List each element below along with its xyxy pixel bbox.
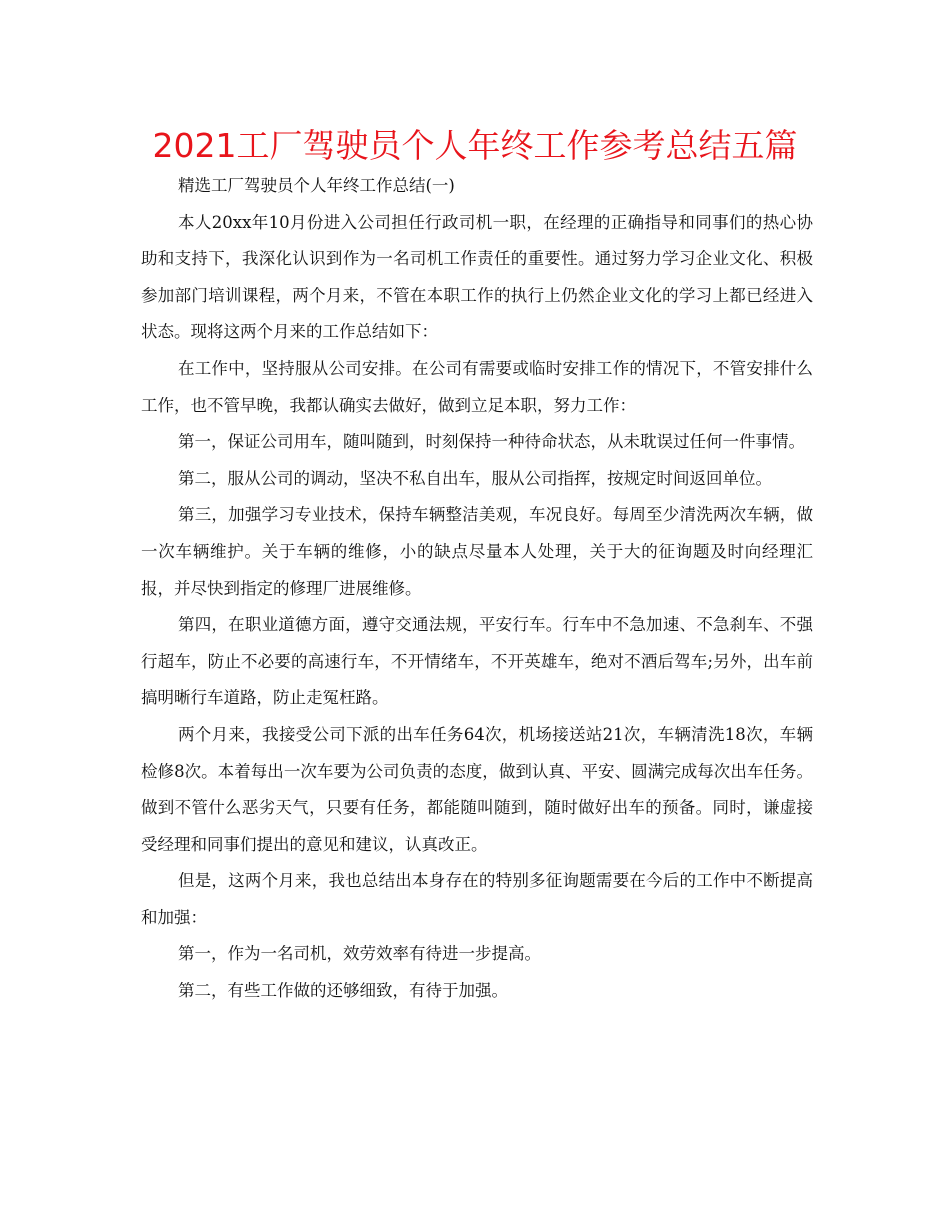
paragraph-shortcomings: 但是，这两个月来，我也总结出本身存在的特别多征询题需要在今后的工作中不断提高和加强：: [141, 871, 813, 927]
paragraph-intro: 本人20xx年10月份进入公司担任行政司机一职，在经理的正确指导和同事们的热心协助和支持下，我深化认识到作为一名司机工作责任的重要性。通过努力学习企业文化、积极参加部门培训课程，两个月来，不管在本职工作的执行上仍然企业文化的学习上都已经进入状态。现将这两个月来的工作总结如下：: [141, 212, 813, 342]
paragraph-work-attitude: 在工作中，坚持服从公司安排。在公司有需要或临时安排工作的情况下，不管安排什么工作，也不管早晚，我都认确实去做好，做到立足本职，努力工作：: [141, 358, 813, 415]
paragraph-point-3: 第三，加强学习专业技术，保持车辆整洁美观，车况良好。每周至少清洗两次车辆，做一次车辆维护。关于车辆的维修，小的缺点尽量本人处理，关于大的征询题及时向经理汇报，并尽快到指定的修理厂进展维修。: [141, 505, 813, 598]
paragraph-statistics: 两个月来，我接受公司下派的出车任务64次，机场接送站21次，车辆清洗18次，车辆检修8次。本着每出一次车要为公司负责的态度，做到认真、平安、圆满完成每次出车任务。做到不管什么恶劣天气，只要有任务，都能随叫随到，随时做好出车的预备。同时，谦虚接受经理和同事们提出的意见和建议，认真改正。: [141, 724, 813, 854]
paragraph-shortcoming-2: 第二，有些工作做的还够细致，有待于加强。: [178, 981, 508, 1001]
paragraph-point-1: 第一，保证公司用车，随叫随到，时刻保持一种待命状态，从未耽误过任何一件事情。: [178, 432, 805, 452]
document-title: 2021工厂驾驶员个人年终工作参考总结五篇: [152, 126, 798, 165]
section-heading: 精选工厂驾驶员个人年终工作总结(一): [178, 176, 455, 195]
document-body: [141, 168, 813, 1010]
paragraph-shortcoming-1: 第一，作为一名司机，效劳效率有待进一步提高。: [178, 944, 541, 964]
paragraph-point-2: 第二，服从公司的调动，坚决不私自出车，服从公司指挥，按规定时间返回单位。: [178, 468, 772, 488]
paragraph-point-4: 第四，在职业道德方面，遵守交通法规，平安行车。行车中不急加速、不急刹车、不强行超车，防止不必要的高速行车，不开情绪车，不开英雄车，绝对不酒后驾车;另外，出车前搞明晰行车道路，防止走冤枉路。: [141, 615, 813, 708]
